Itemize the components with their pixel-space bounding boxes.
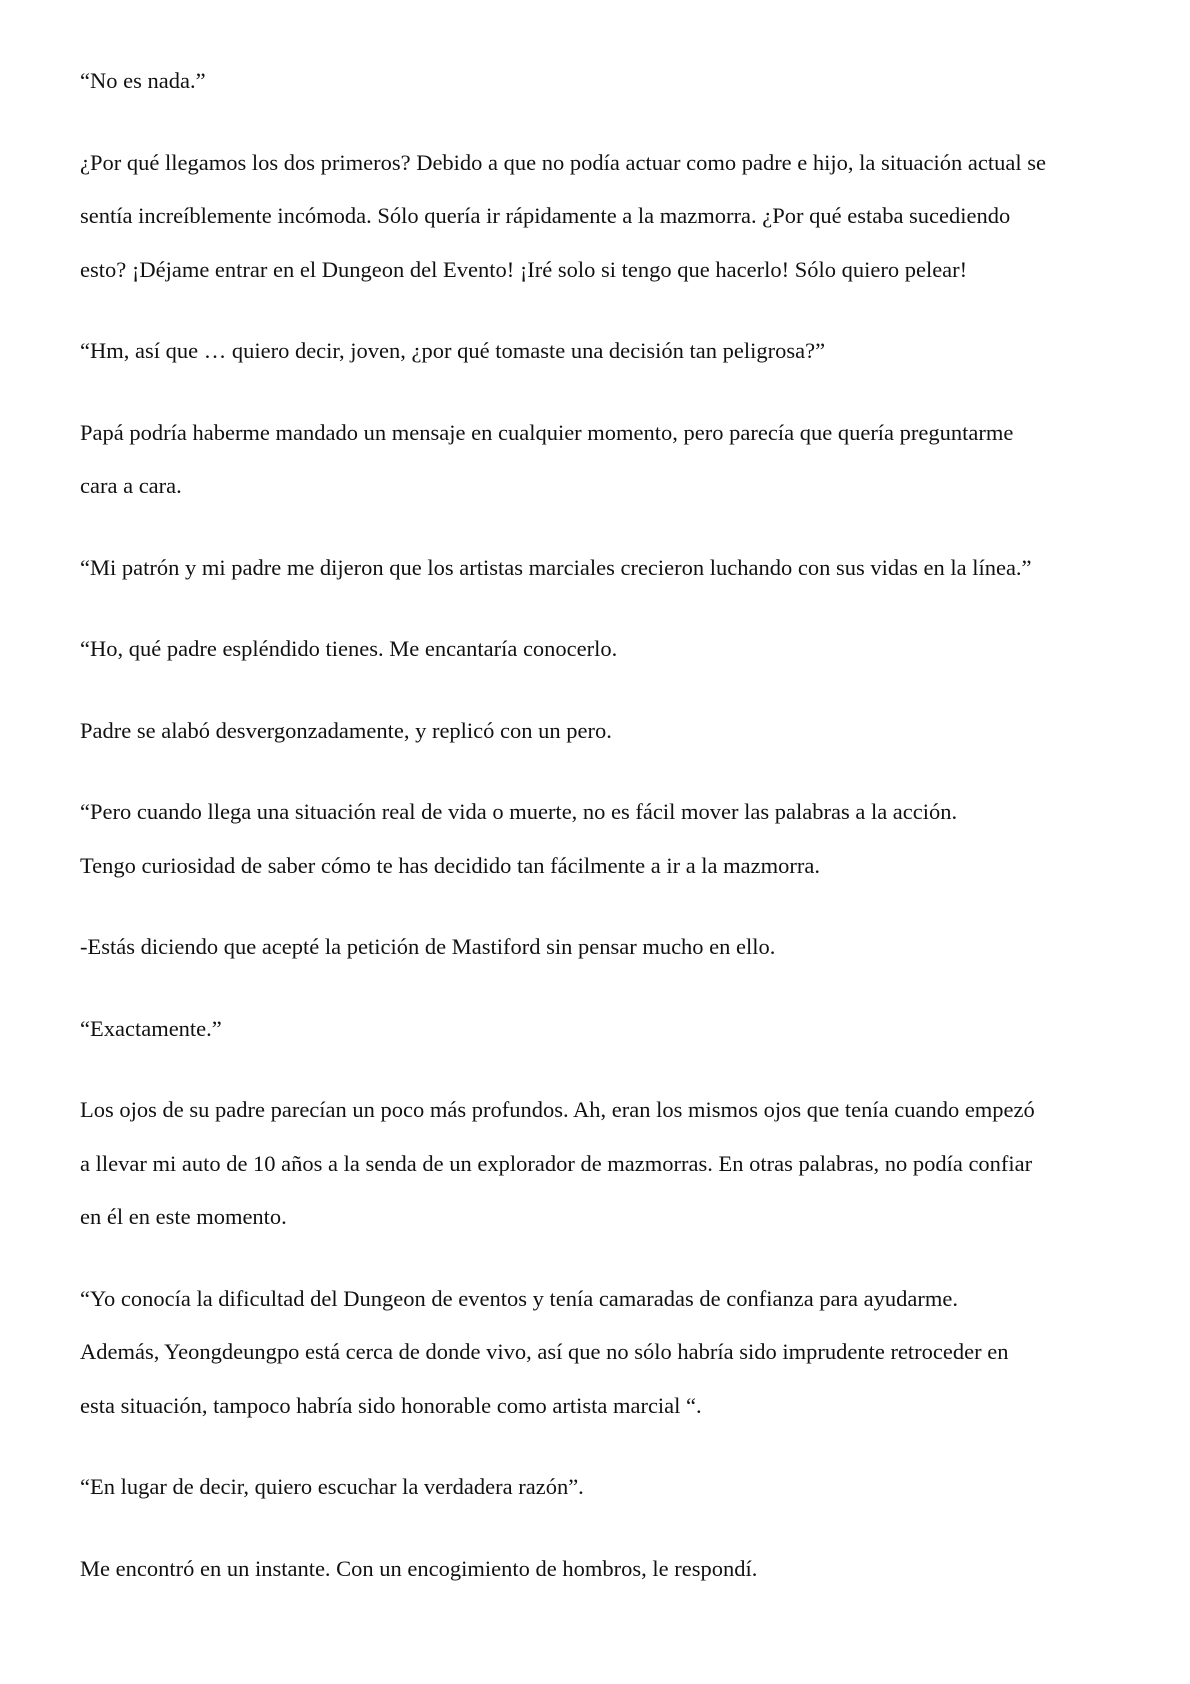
paragraph: [80, 1460, 1126, 1514]
text-line: Además, Yeongdeungpo está cerca de donde vivo, así que no sólo habría sido imprudente retroceder en: [80, 1339, 1009, 1364]
paragraph: [80, 324, 1126, 378]
text-line: “Ho, qué padre espléndido tienes. Me encantaría conocerlo.: [80, 636, 618, 661]
text-line: a llevar mi auto de 10 años a la senda de un explorador de mazmorras. En otras palabras, no podía confiar: [80, 1150, 1033, 1176]
text-line: esta situación, tampoco habría sido honorable como artista marcial “.: [80, 1392, 702, 1418]
text-line: Papá podría haberme mandado un mensaje en cualquier momento, pero parecía que quería preguntarme: [80, 419, 1014, 445]
text-line: esto? ¡Déjame entrar en el Dungeon del Evento! ¡Iré solo si tengo que hacerlo! Sólo quiero pelear!: [80, 256, 968, 282]
paragraph: [80, 785, 1126, 892]
paragraph: [80, 1002, 1126, 1056]
paragraph: [80, 1272, 1126, 1433]
paragraph: [80, 920, 1126, 974]
text-line: “Hm, así que … quiero decir, joven, ¿por qué tomaste una decisión tan peligrosa?”: [80, 338, 826, 363]
paragraph: [80, 54, 1126, 108]
text-line: en él en este momento.: [80, 1204, 287, 1229]
paragraph: [80, 406, 1126, 513]
text-line: Los ojos de su padre parecían un poco más profundos. Ah, eran los mismos ojos que tenía cuando empezó: [80, 1097, 1035, 1122]
paragraph: [80, 1083, 1126, 1244]
text-line: “Mi patrón y mi padre me dijeron que los artistas marciales crecieron luchando con sus vidas en la línea.”: [80, 554, 1032, 580]
document-page: [80, 54, 1126, 1595]
text-line: Me encontró en un instante. Con un encogimiento de hombros, le respondí.: [80, 1555, 758, 1581]
text-line: “Yo conocía la dificultad del Dungeon de eventos y tenía camaradas de confianza para ayudarme.: [80, 1285, 958, 1311]
text-line: cara a cara.: [80, 473, 182, 498]
text-line: Padre se alabó desvergonzadamente, y replicó con un pero.: [80, 717, 612, 743]
text-line: sentía increíblemente incómoda. Sólo quería ir rápidamente a la mazmorra. ¿Por qué estaba sucediendo: [80, 203, 1011, 228]
text-line: -Estás diciendo que acepté la petición de Mastiford sin pensar mucho en ello.: [80, 934, 776, 959]
text-line: “No es nada.”: [80, 68, 206, 93]
text-line: “Exactamente.”: [80, 1015, 222, 1041]
text-line: Tengo curiosidad de saber cómo te has decidido tan fácilmente a ir a la mazmorra.: [80, 852, 820, 878]
paragraph: [80, 1542, 1126, 1596]
text-line: “En lugar de decir, quiero escuchar la verdadera razón”.: [80, 1474, 584, 1499]
text-line: ¿Por qué llegamos los dos primeros? Debido a que no podía actuar como padre e hijo, la situación actual se: [80, 149, 1046, 175]
paragraph: [80, 136, 1126, 297]
paragraph: [80, 622, 1126, 676]
paragraph: [80, 541, 1126, 595]
paragraph: [80, 704, 1126, 758]
text-line: “Pero cuando llega una situación real de vida o muerte, no es fácil mover las palabras a la acción.: [80, 799, 958, 824]
